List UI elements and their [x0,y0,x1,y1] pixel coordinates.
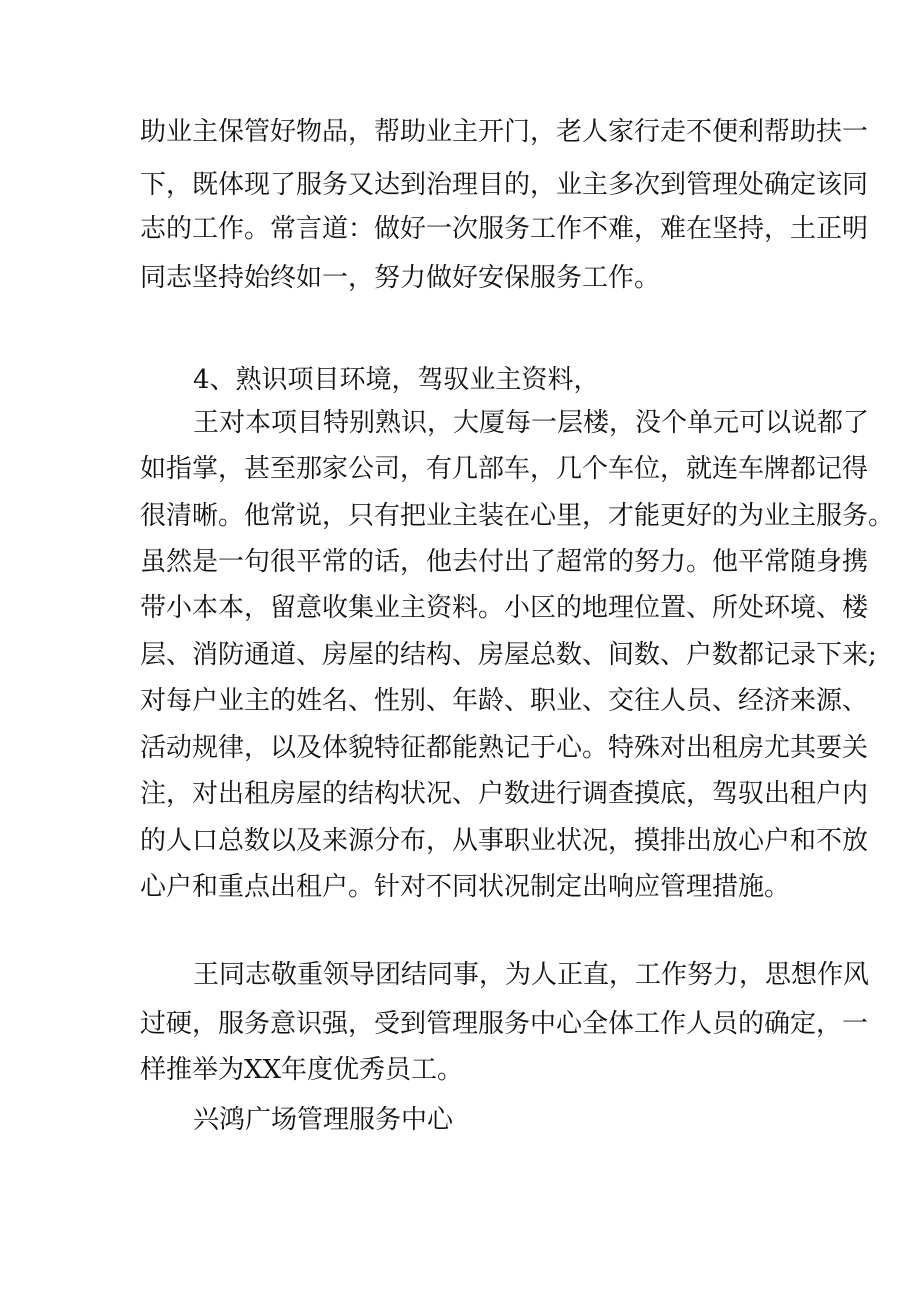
paragraph-line: 对每户业主的姓名、性别、年龄、职业、交往人员、经济来源、 [140,686,869,716]
paragraph-line: 如指掌，甚至那家公司，有几部车，几个车位，就连车牌都记得 [140,454,869,484]
paragraph-line: 助业主保管好物品，帮助业主开门，老人家行走不便利帮助扶一 [140,117,869,147]
paragraph-line: 注，对出租房屋的结构状况、户数进行调查摸底，驾驭出租户内 [140,779,869,809]
paragraph-line: 的人口总数以及来源分布，从事职业状况，摸排出放心户和不放 [140,826,869,856]
paragraph-line: 王对本项目特别熟识，大厦每一层楼，没个单元可以说都了 [193,408,870,438]
paragraph-line: 活动规律，以及体貌特征都能熟记于心。特殊对出租房尤其要关 [140,733,869,763]
paragraph-line: 王同志敬重领导团结同事，为人正直，工作努力，思想作风 [193,960,870,990]
paragraph-line: 志的工作。常言道：做好一次服务工作不难，难在坚持，土正明 [140,214,869,244]
paragraph-line: 过硬，服务意识强，受到管理服务中心全体工作人员的确定，一 [140,1009,869,1039]
paragraph-line: 虽然是一句很平常的话，他去付出了超常的努力。他平常随身携 [140,547,869,577]
signature-org: 兴鸿广场管理服务中心 [193,1105,454,1135]
paragraph-line: 层、消防通道、房屋的结构、房屋总数、间数、户数都记录下来; [140,640,877,670]
paragraph-line: 同志坚持始终如一，努力做好安保服务工作。 [140,263,661,293]
paragraph-line: 带小本本，留意收集业主资料。小区的地理位置、所处环境、楼 [140,593,869,623]
paragraph-line: 样推举为XX年度优秀员工。 [140,1055,464,1085]
paragraph-line: 下，既体现了服务又达到治理目的，业主多次到管理处确定该同 [140,170,869,200]
paragraph-line: 心户和重点出租户。针对不同状况制定出响应管理措施。 [140,872,791,902]
paragraph-line: 很清晰。他常说，只有把业主装在心里，才能更好的为业主服务。 [140,501,895,531]
section-heading: 4、熟识项目环境，驾驭业主资料， [193,365,600,395]
